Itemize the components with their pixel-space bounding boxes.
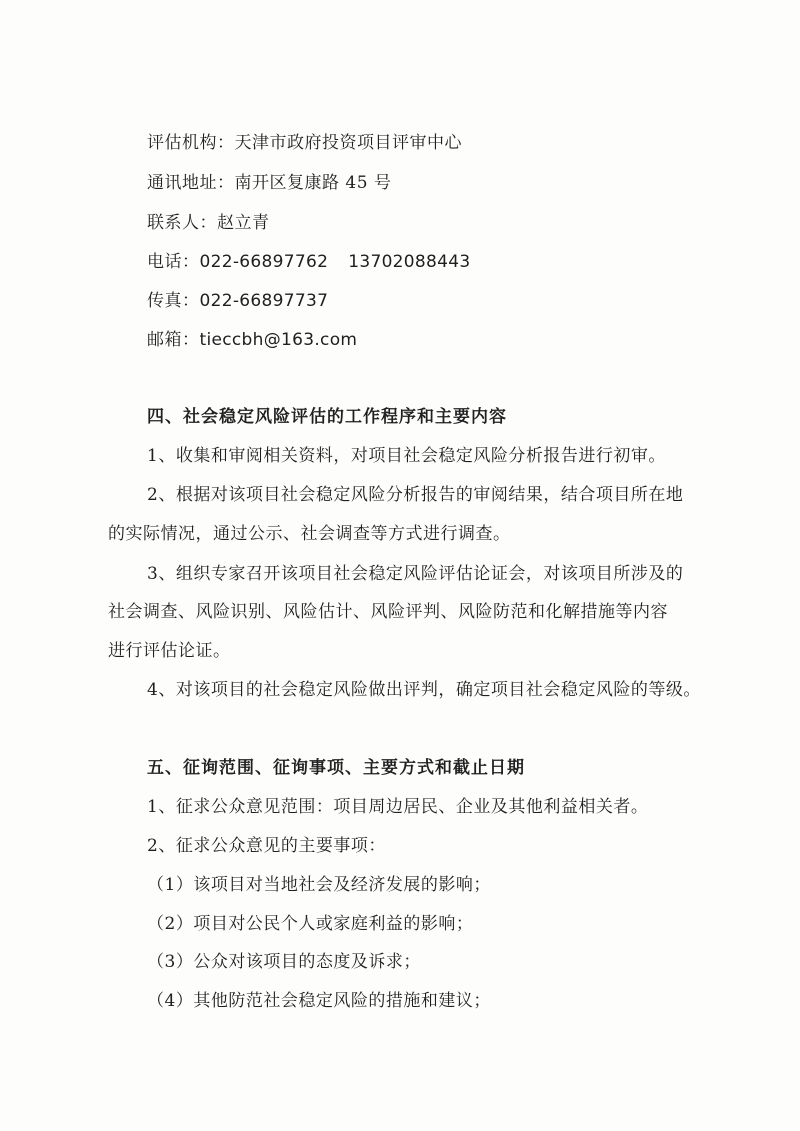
address-line <box>147 171 800 195</box>
contact-person-line <box>147 211 800 235</box>
email-line <box>147 328 800 352</box>
phone-label: 电话： <box>147 252 200 272</box>
section5-heading: 五、征询范围、征询事项、主要方式和截止日期 <box>147 758 525 778</box>
section4-item4: 4、对该项目的社会稳定风险做出评判，确定项目社会稳定风险的等级。 <box>147 680 701 700</box>
phone-value-2: 13702088443 <box>348 252 471 272</box>
phone-value-1: 022-66897762 <box>199 252 329 272</box>
section4-item2-line2: 的实际情况，通过公示、社会调查等方式进行调查。 <box>108 524 511 544</box>
section5-item1: 1、征求公众意见范围：项目周边居民、企业及其他利益相关者。 <box>147 797 649 817</box>
section5-sub3: （3）公众对该项目的态度及诉求； <box>147 952 421 972</box>
section5-sub4: （4）其他防范社会稳定风险的措施和建议； <box>147 991 491 1011</box>
contact-person-value: 赵立青 <box>217 213 270 233</box>
agency-label: 评估机构： <box>147 133 235 153</box>
email-value: tieccbh@163.com <box>199 330 358 350</box>
section4-item3-line3: 进行评估论证。 <box>108 641 231 661</box>
section5-item2: 2、征求公众意见的主要事项： <box>147 836 386 856</box>
section4-item2-line1: 2、根据对该项目社会稳定风险分析报告的审阅结果，结合项目所在地 <box>147 485 684 505</box>
phone-line <box>147 250 800 274</box>
agency-value: 天津市政府投资项目评审中心 <box>234 133 462 153</box>
email-label: 邮箱： <box>147 330 200 350</box>
section5-sub1: （1）该项目对当地社会及经济发展的影响； <box>147 875 491 895</box>
fax-line <box>147 289 800 313</box>
section4-item3-line2: 社会调查、风险识别、风险估计、风险评判、风险防范和化解措施等内容 <box>108 602 668 622</box>
section4-heading: 四、社会稳定风险评估的工作程序和主要内容 <box>147 407 507 427</box>
section4-item3-line1: 3、组织专家召开该项目社会稳定风险评估论证会，对该项目所涉及的 <box>147 564 684 584</box>
agency-line <box>147 131 800 155</box>
fax-label: 传真： <box>147 291 200 311</box>
address-label: 通讯地址： <box>147 173 235 193</box>
address-value: 南开区复康路 45 号 <box>234 173 392 193</box>
section5-sub2: （2）项目对公民个人或家庭利益的影响； <box>147 914 474 934</box>
fax-value: 022-66897737 <box>199 291 329 311</box>
section4-item1: 1、收集和审阅相关资料，对项目社会稳定风险分析报告进行初审。 <box>147 446 666 466</box>
contact-person-label: 联系人： <box>147 213 217 233</box>
